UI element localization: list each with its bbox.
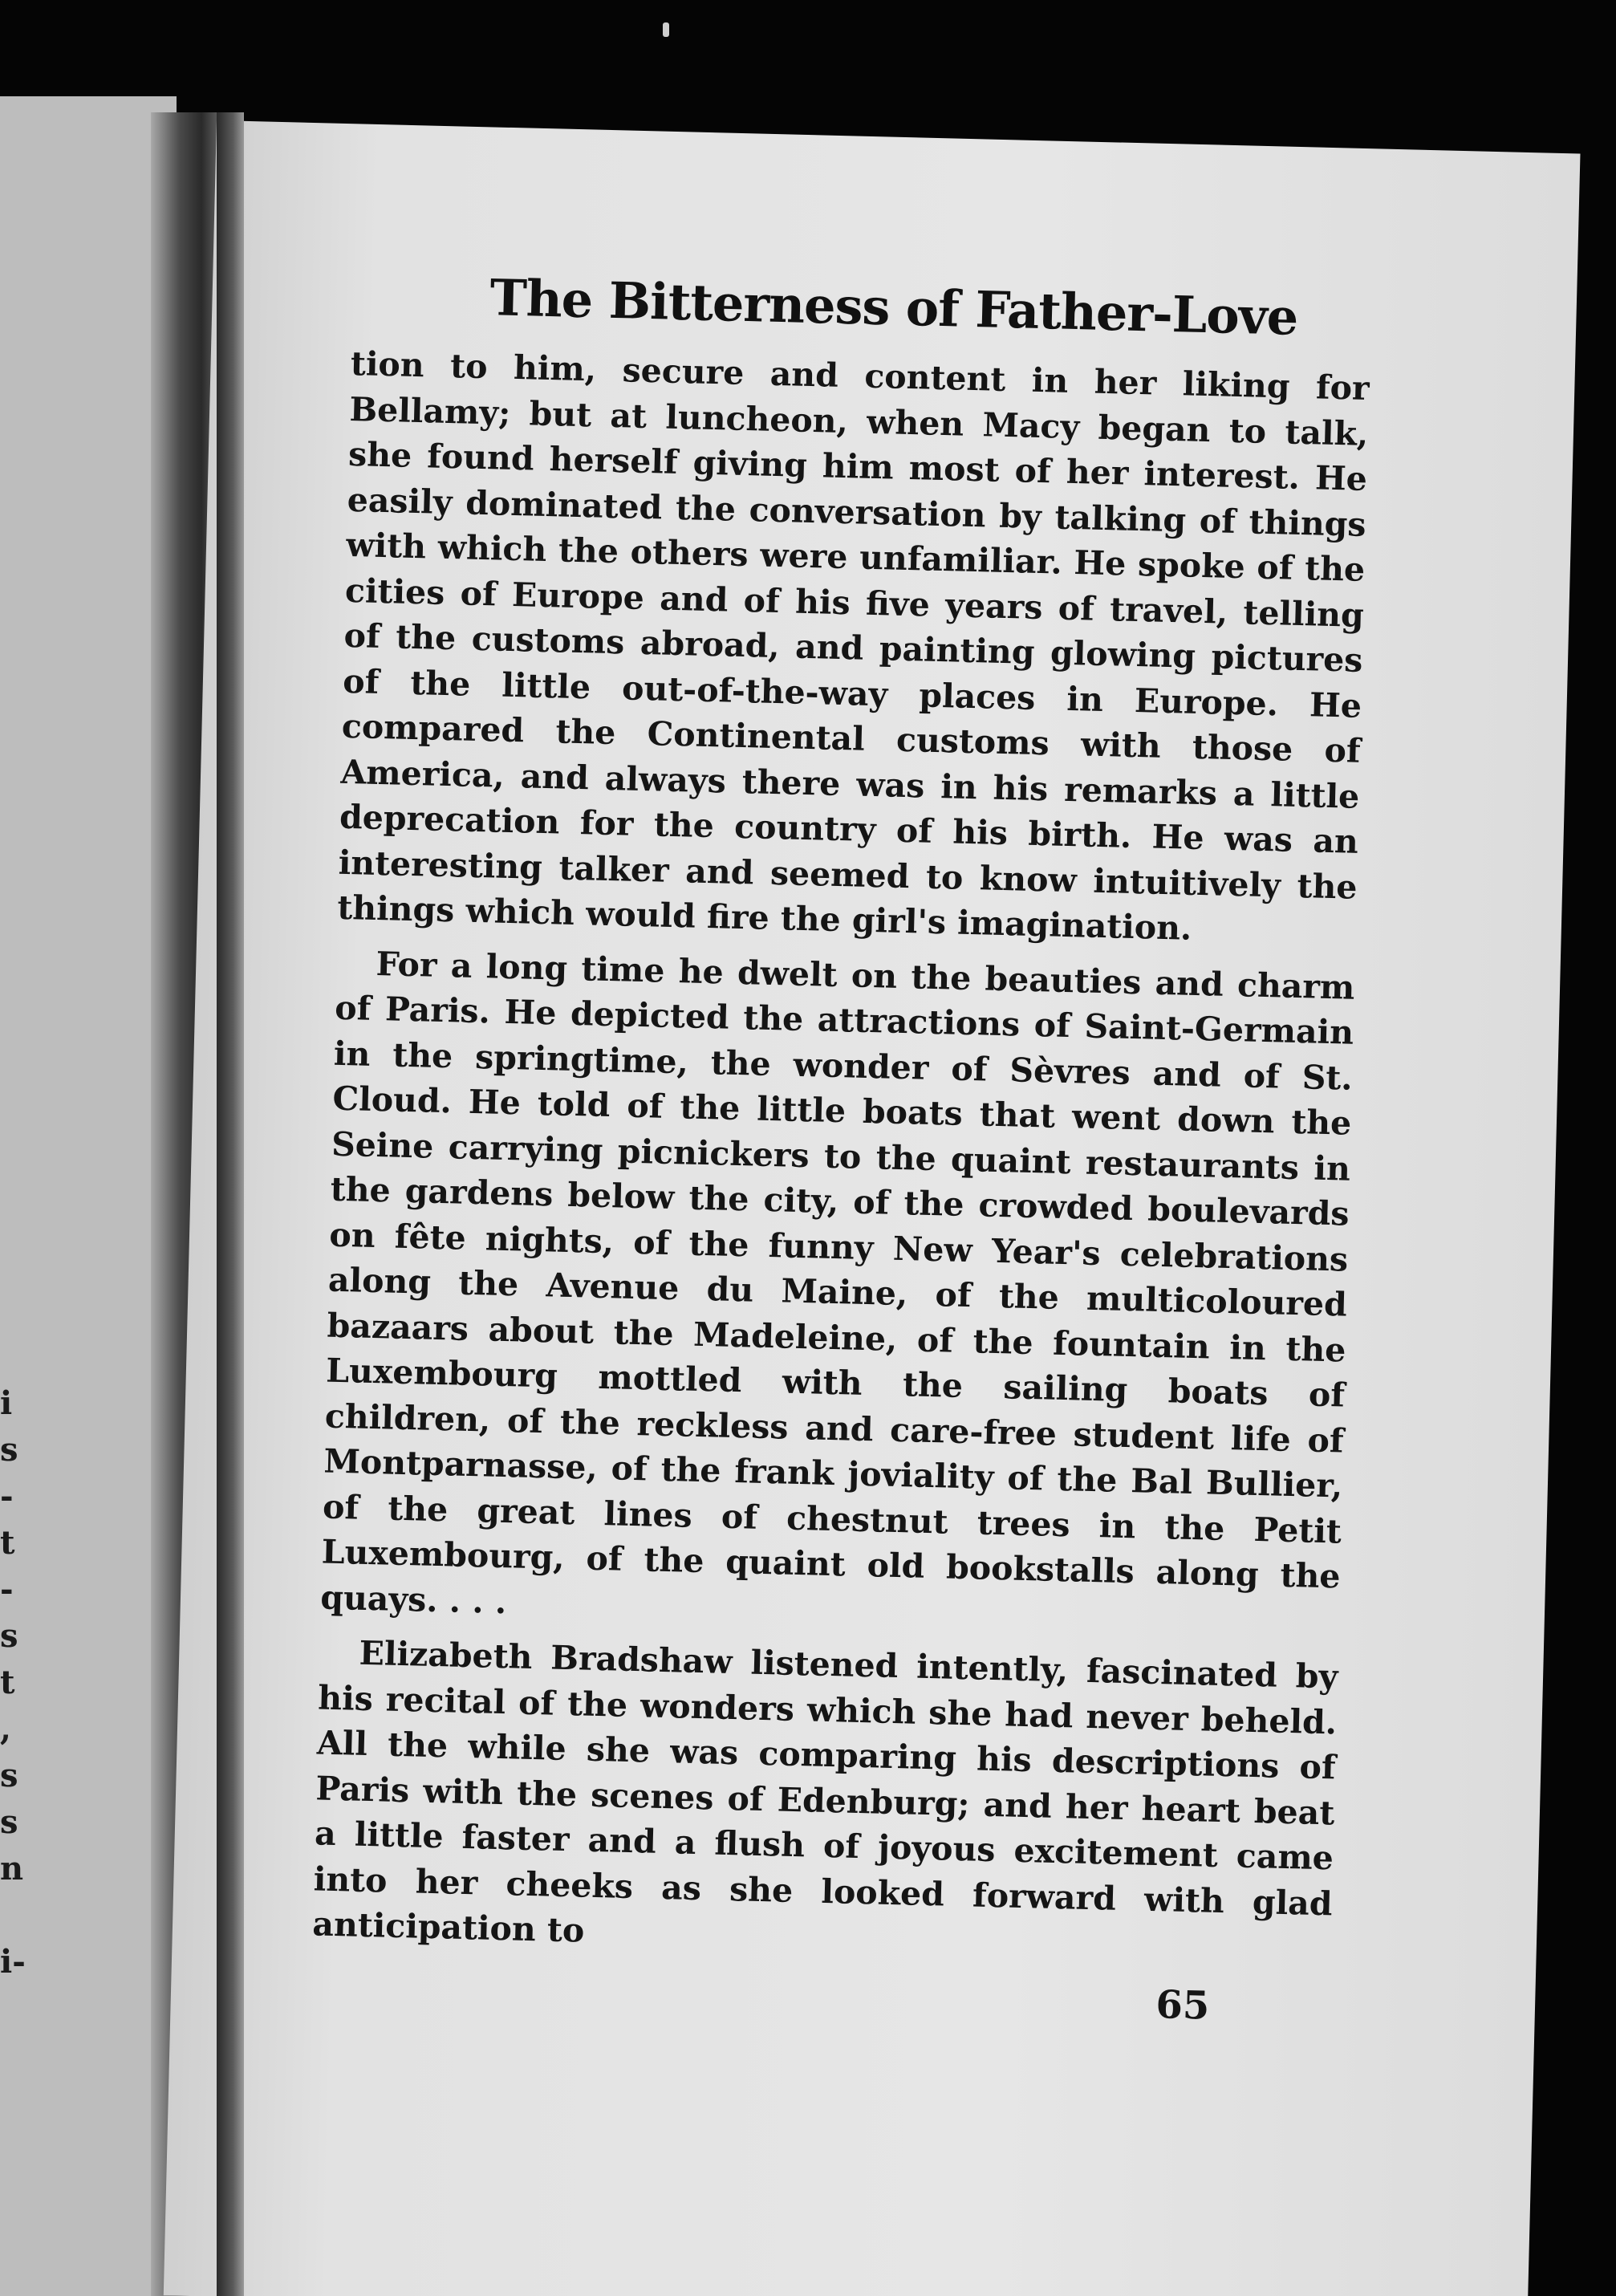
left-fragment: , — [0, 1710, 11, 1748]
page-content — [311, 265, 1372, 2031]
page-number: 65 — [1155, 1981, 1211, 2029]
paragraph: tion to him, secure and content in her liking for Bellamy; but at luncheon, when Macy began to talk, she found herself giving him most of her interest. He easily dominated the conversation by talking of things with which the others were unfamiliar. He spoke of the cities of Europe and of his five years of travel, telling of the customs abroad, and painting glowing pictures of the little out-of-the-way places in Europe. He compared the Continental customs with those of America, and always there was in his remarks a little deprecation for the country of his birth. He was an interesting talker and seemed to know intuitively the things which would fire the girl's imagination. — [336, 343, 1370, 948]
page-edge-shadow — [217, 112, 244, 2296]
left-page-text-fragments — [0, 1380, 32, 1985]
left-facing-page — [0, 96, 177, 2296]
paragraph: Elizabeth Bradshaw listened intently, fascinated by his recital of the wonders which she had never beheld. All the while she was comparing his descriptions of Paris with the scenes of Edenburg; and her heart beat a little faster and a flush of joyous excitement came into her cheeks as she looked forward with glad anticipation to — [311, 1633, 1338, 1950]
left-fragment: t — [0, 1664, 15, 1701]
left-fragment: n — [0, 1850, 24, 1888]
paragraph: For a long time he dwelt on the beauties and charm of Paris. He depicted the attractions of Saint-Germain in the springtime, the wonder of Sèvres and of St. Cloud. He told of the little boats that went down the Seine carrying picnickers to the quaint restaurants in the gardens below the city, of the crowded boulevards on fête nights, of the funny New Year's celebrations along the Avenue du Maine, of the multicoloured bazaars about the Madeleine, of the fountain in the Luxembourg mottled with the sailing boats of children, of the reckless and care-free student life of Montparnasse, of the frank joviality of the Bal Bullier, of the great lines of chestnut trees in the Petit Luxembourg, of the quaint old bookstalls along the quays. . . . — [319, 944, 1355, 1621]
left-fragment: - — [0, 1571, 14, 1608]
running-head: The Bitterness of Father-Love — [489, 268, 1299, 347]
left-fragment: i- — [0, 1943, 26, 1981]
body-text — [312, 341, 1370, 1972]
scan-speck — [663, 22, 669, 37]
left-fragment: i — [0, 1384, 13, 1422]
left-fragment: s — [0, 1431, 18, 1469]
left-fragment — [0, 1892, 32, 1939]
left-fragment: s — [0, 1617, 18, 1655]
left-fragment: t — [0, 1524, 15, 1562]
left-fragment: - — [0, 1477, 14, 1515]
left-fragment: s — [0, 1803, 18, 1841]
left-fragment: s — [0, 1757, 18, 1794]
